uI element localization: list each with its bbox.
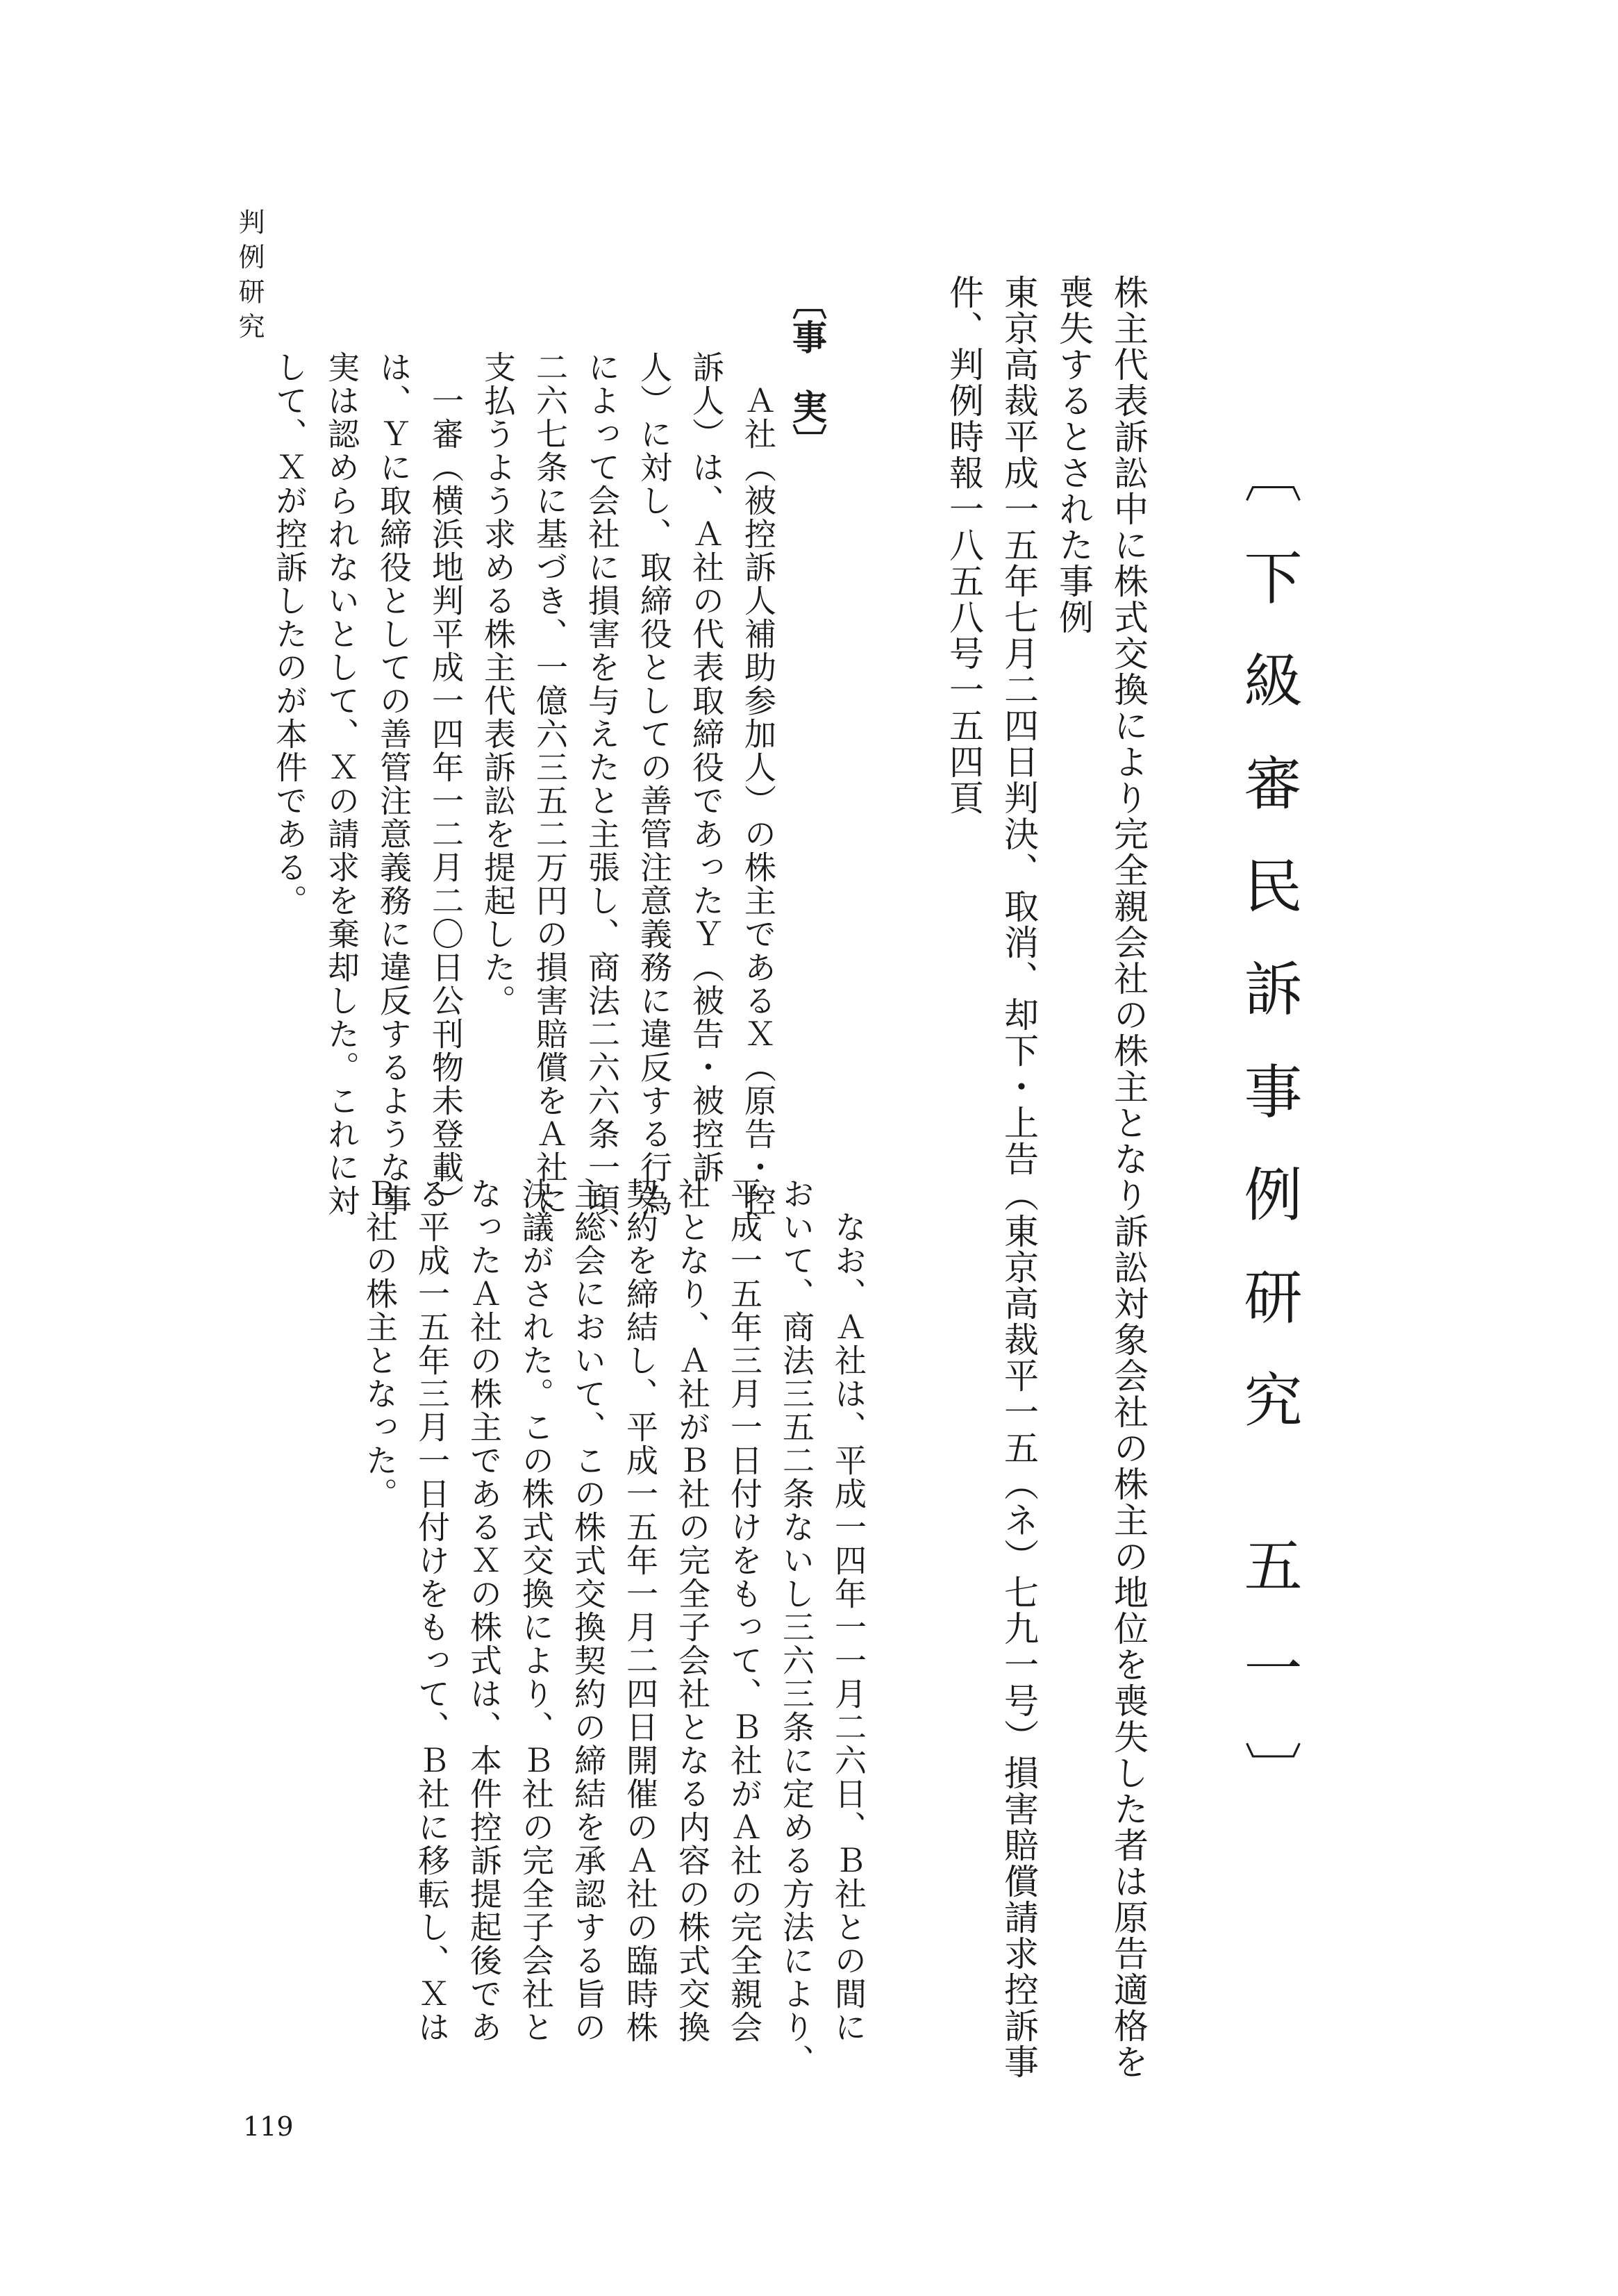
section-heading: 〔事 実〕 (787, 285, 828, 458)
body-line: 決議がされた。この株式交換により、Ｂ社の完全子会社と (517, 1177, 555, 2044)
body-line: なお、Ａ社は、平成一四年一一月二六日、Ｂ社との間に (830, 1177, 867, 2044)
body-line: 一審（横浜地判平成一四年一二月二〇日公刊物未登載） (427, 351, 465, 1217)
body-line: は、Ｙに取締役としての善管注意義務に違反するような事 (375, 351, 412, 1217)
case-title-line: 株主代表訴訟中に株式交換により完全親会社の株主となり訴訟対象会社の株主の地位を喪失した者は原告適格を (1108, 274, 1149, 2080)
case-title-line: 東京高裁平成一五年七月二四日判決、取消、却下・上告（東京高裁平一五（ネ）七九一号）損害賠償請求控訴事 (999, 274, 1039, 2080)
body-line: 人）に対し、取締役としての善管注意義務に違反する行為 (635, 351, 673, 1217)
body-text-lower (344, 1177, 865, 2077)
body-line: 主総会において、この株式交換契約の締結を承認する旨の (569, 1177, 607, 2044)
body-line: る平成一五年三月一日付けをもって、Ｂ社に移転し、Ｘは (413, 1177, 451, 2044)
body-line: によって会社に損害を与えたと主張し、商法二六六条一項、 (583, 351, 621, 1251)
body-line: 二六七条に基づき、一億六三五二万円の損害賠償をＡ社に (531, 351, 569, 1217)
body-line: おいて、商法三五二条ないし三六三条に定める方法により、 (778, 1177, 815, 2077)
body-line: Ｂ社の株主となった。 (361, 1177, 399, 1511)
body-line: Ａ社（被控訴人補助参加人）の株主であるＸ（原告・控 (740, 351, 777, 1217)
body-line: 平成一五年三月一日付けをもって、Ｂ社がＡ社の完全親会 (726, 1177, 763, 2044)
body-line: 社となり、Ａ社がＢ社の完全子会社となる内容の株式交換 (674, 1177, 711, 2044)
body-line: して、Ｘが控訴したのが本件である。 (271, 351, 308, 917)
article-heading: 〔下級審民訴事例研究 五一〕 (1235, 444, 1303, 1844)
case-title-line: 喪失するとされた事例 (1053, 274, 1094, 635)
body-line: 実は認められないとして、Ｘの請求を棄却した。これに対 (323, 351, 360, 1217)
body-line: 支払うよう求める株主代表訴訟を提起した。 (479, 351, 517, 1017)
case-title-line: 件、判例時報一八五八号一五四頁 (944, 274, 984, 816)
body-line: 訴人）は、Ａ社の代表取締役であったＹ（被告・被控訴 (687, 351, 725, 1184)
body-line: 契約を締結し、平成一五年一月二四日開催のＡ社の臨時株 (622, 1177, 659, 2044)
body-text-upper (253, 351, 777, 1251)
case-title (926, 274, 1149, 2080)
page-number: 119 (243, 2111, 294, 2142)
body-line: なったＡ社の株主であるＸの株式は、本件控訴提起後であ (465, 1177, 503, 2044)
running-head: 判例研究 (234, 208, 265, 347)
